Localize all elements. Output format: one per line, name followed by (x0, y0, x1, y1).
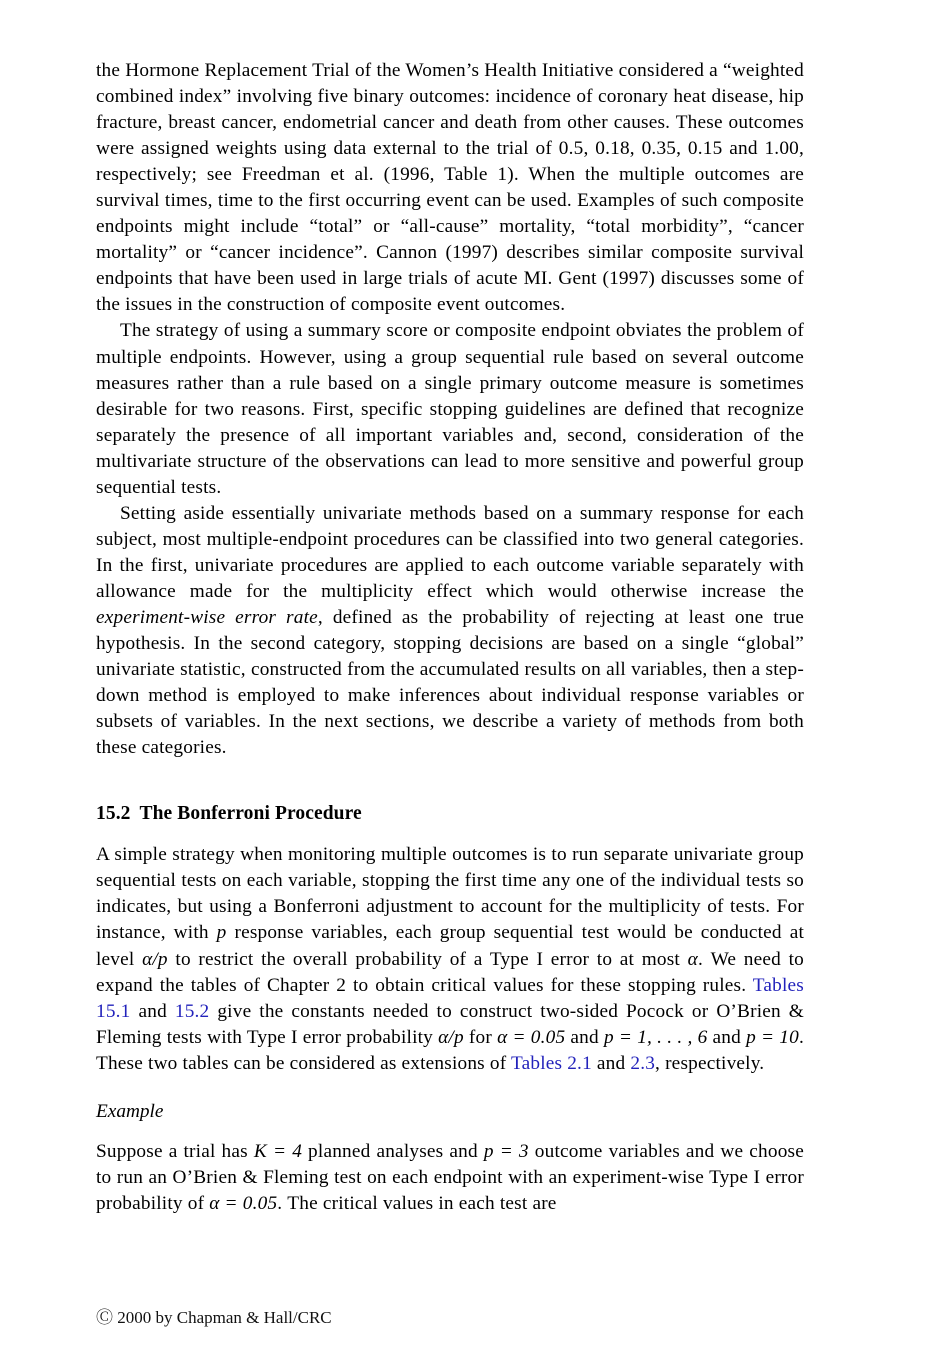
math-alpha-over-p-2: α/p (438, 1026, 464, 1048)
math-K-equals-4: K = 4 (253, 1140, 303, 1162)
bonf-text-11: and (591, 1052, 631, 1074)
bonf-text-4: . We need to expand the tables of Chapter 2 to obtain critical values for these stopping rules. (96, 948, 804, 996)
bonf-text-5: and (130, 1000, 175, 1022)
spacer-after-example-heading (96, 1125, 804, 1139)
bonf-text-3: to restrict the overall probability of a Type I error to at most (167, 948, 688, 970)
ex-text-1: Suppose a trial has (96, 1140, 254, 1162)
spacer-before-example-heading (96, 1077, 804, 1099)
bonf-text-6: give the constants needed to construct two-sided Pocock or O’Brien & Fleming tests with Type I error probability (96, 1000, 804, 1048)
bonf-text-12: , respectively. (655, 1052, 765, 1074)
paragraph-strategy: The strategy of using a summary score or composite endpoint obviates the problem of multiple endpoints. However, using a group sequential rule based on several outcome measures rather than a rule based on a single primary outcome measure is sometimes desirable for two reasons. First, specific stopping guidelines are defined that recognize separately the presence of all important variables and, second, consideration of the multivariate structure of the observations can lead to more sensitive and powerful group sequential tests. (96, 320, 804, 498)
bonf-text-10: . These two tables can be considered as extensions of (96, 1026, 804, 1074)
paragraph-bonferroni (96, 842, 804, 1076)
section-title: The Bonferroni Procedure (139, 803, 362, 825)
bonf-text-2: response variables, each group sequential test would be conducted at level (96, 922, 804, 970)
spacer-after-section-heading (96, 827, 804, 842)
link-tables-15-1[interactable]: Tables 15.1 (96, 974, 804, 1022)
math-p-range: p = 1, . . . , 6 (603, 1026, 708, 1048)
bonf-text-1: A simple strategy when monitoring multiple outcomes is to run separate univariate group sequential tests on each variable, stopping the first time any one of the individual tests so indicates, but using a Bonferroni adjustment to account for the multiplicity of tests. For instance, with (96, 844, 804, 944)
ex-text-3: outcome variables and we choose to run an O’Brien & Fleming test on each endpoint with an experiment-wise Type I error probability of (96, 1140, 804, 1214)
section-number: 15.2 (96, 803, 131, 825)
math-alpha-1: α (687, 948, 698, 970)
bonf-text-8: and (565, 1026, 604, 1048)
ex-text-2: planned analyses and (302, 1140, 484, 1162)
math-alpha-equals-005: α = 0.05 (497, 1026, 566, 1048)
paragraph-setting-aside (96, 501, 804, 761)
bonf-text-7: for (463, 1026, 498, 1048)
math-alpha-equals-005-example: α = 0.05 (209, 1192, 278, 1214)
par3-text-b: , defined as the probability of rejecting at least one true hypothesis. In the second category, stopping decisions are based on a single “global” univariate statistic, constructed from the accumulated results on all variables, then a step-down method is employed to make inferences about individual response variables or subsets of variables. In the next sections, we describe a variety of methods from both these categories. (96, 606, 804, 759)
paragraph-continuation: the Hormone Replacement Trial of the Women’s Health Initiative considered a “weighted combined index” involving five binary outcomes: incidence of coronary heat disease, hip fracture, breast cancer, endometrial cancer and death from other causes. These outcomes were assigned weights using data external to the trial of 0.5, 0.18, 0.35, 0.15 and 1.00, respectively; see Freedman et al. (1996, Table 1). When the multiple outcomes are survival times, time to the first occurring event can be used. Examples of such composite endpoints might include “total” or “all-cause” mortality, “total morbidity”, “cancer mortality” or “cancer incidence”. Cannon (1997) describes similar composite survival endpoints that have been used in large trials of acute MI. Gent (1997) discusses some of the issues in the construction of composite event outcomes. (96, 60, 804, 316)
paragraph-example-body (96, 1139, 804, 1217)
math-var-p-1: p (216, 922, 227, 944)
math-alpha-over-p-1: α/p (142, 948, 168, 970)
link-tables-2-1[interactable]: Tables 2.1 (511, 1052, 592, 1074)
math-p-equals-3: p = 3 (483, 1140, 529, 1162)
page-footer (96, 1308, 332, 1328)
link-table-2-3[interactable]: 2.3 (630, 1052, 656, 1074)
bonf-text-9: and (707, 1026, 747, 1048)
page-content (96, 58, 804, 1217)
ex-text-4: . The critical values in each test are (277, 1192, 557, 1214)
math-p-equals-10: p = 10 (746, 1026, 799, 1048)
copyright-text: Ⓒ 2000 by Chapman & Hall/CRC (96, 1308, 332, 1327)
spacer-before-section-heading (96, 761, 804, 801)
par3-text-a: Setting aside essentially univariate methods based on a summary response for each subject, most multiple-endpoint procedures can be classified into two general categories. In the first, univariate procedures are applied to each outcome variable separately with allowance made for the multiplicity effect which would otherwise increase the (96, 502, 804, 602)
link-table-15-2[interactable]: 15.2 (174, 1000, 210, 1022)
example-heading: Example (96, 1100, 164, 1122)
section-heading (96, 801, 804, 827)
emphasis-experiment-wise-error-rate: experiment-wise error rate (96, 606, 318, 628)
